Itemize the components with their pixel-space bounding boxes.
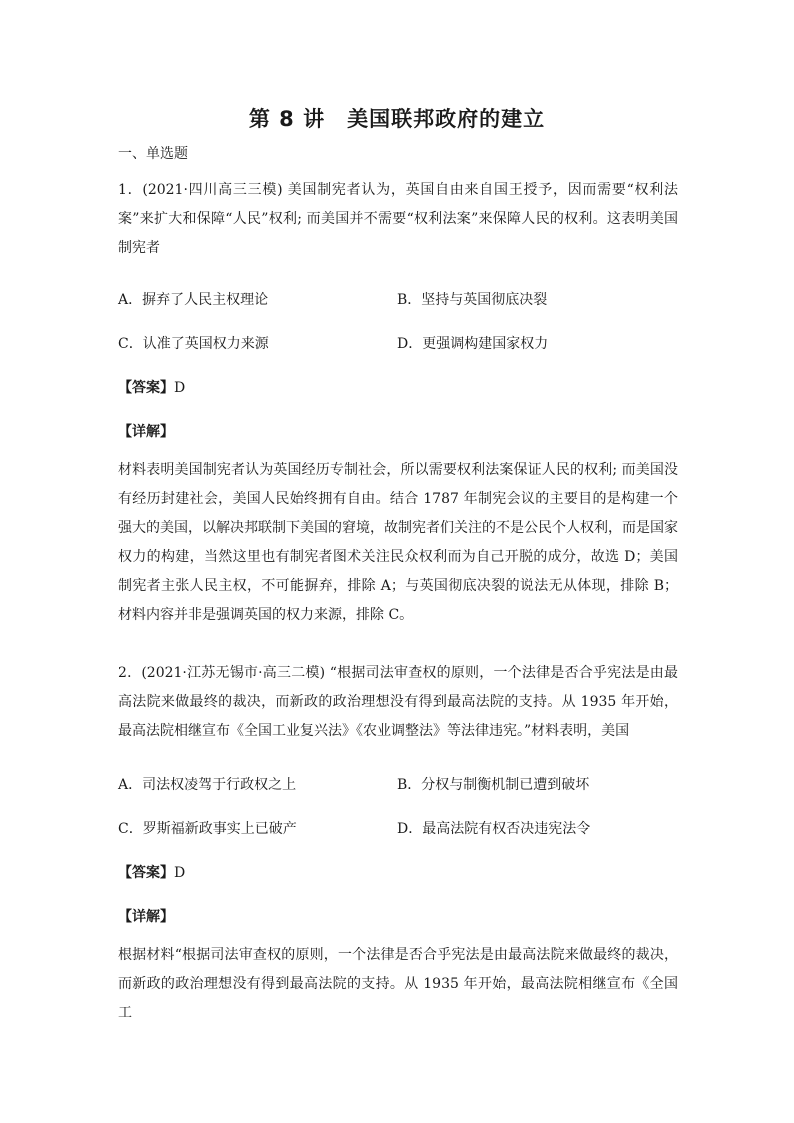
question-2-option-d: D．最高法院有权否决违宪法令 <box>397 821 591 837</box>
answer-label: 【答案】 <box>118 865 174 881</box>
question-2-option-b: B．分权与制衡机制已遭到破坏 <box>397 777 590 793</box>
answer-label: 【答案】 <box>118 380 174 396</box>
answer-value: D <box>174 865 186 881</box>
question-2-option-c: C．罗斯福新政事实上已破产 <box>118 821 297 837</box>
question-1-option-d: D．更强调构建国家权力 <box>397 336 549 352</box>
page-title: 第 8 讲 美国联邦政府的建立 <box>248 107 546 131</box>
question-1-stem: 1．(2021·四川高三三模) 美国制宪者认为，英国自由来自国王授予，因而需要“权利法案”来扩大和保障“人民”权利; 而美国并不需要“权利法案”来保障人民的权利。这表明美国制宪者 <box>118 182 678 256</box>
question-1-detail-label: 【详解】 <box>118 424 174 440</box>
question-2-detail-label: 【详解】 <box>118 909 174 925</box>
question-1-option-c: C．认准了英国权力来源 <box>118 336 269 352</box>
question-2-answer <box>118 862 185 882</box>
question-1-detail: 材料表明美国制宪者认为英国经历专制社会，所以需要权利法案保证人民的权利; 而美国没有经历封建社会，美国人民始终拥有自由。结合 1787 年制宪会议的主要目的是构建一个强大的美国，以解决邦联制下美国的窘境，故制宪者们关注的不是公民个人权利，而是国家权力的构建，当然这里也有制宪者图术关注民众权利而为自己开脱的成分，故选 D；美国制宪者主张人民主权，不可能摒弃，排除 A；与英国彻底决裂的说法无从体现，排除 B；材料内容并非是强调英国的权力来源，排除 C。 <box>118 462 678 623</box>
question-1-option-b: B．坚持与英国彻底决裂 <box>397 292 548 308</box>
answer-value: D <box>174 380 186 396</box>
question-1-option-a: A．摒弃了人民主权理论 <box>118 292 269 308</box>
section-heading: 一、单选题 <box>118 146 188 162</box>
question-2-option-a: A．司法权凌驾于行政权之上 <box>118 777 297 793</box>
question-1-answer <box>118 377 185 397</box>
question-2-stem: 2．(2021·江苏无锡市·高三二模) “根据司法审查权的原则，一个法律是否合乎宪法是由最高法院来做最终的裁决，而新政的政治理想没有得到最高法院的支持。从 1935 年开始，最高法院相继宣布《全国工业复兴法》《农业调整法》等法律违宪。”材料表明，美国 <box>118 665 678 739</box>
question-2-detail: 根据材料“根据司法审查权的原则，一个法律是否合乎宪法是由最高法院来做最终的裁决，而新政的政治理想没有得到最高法院的支持。从 1935 年开始，最高法院相继宣布《全国工 <box>118 947 678 1021</box>
